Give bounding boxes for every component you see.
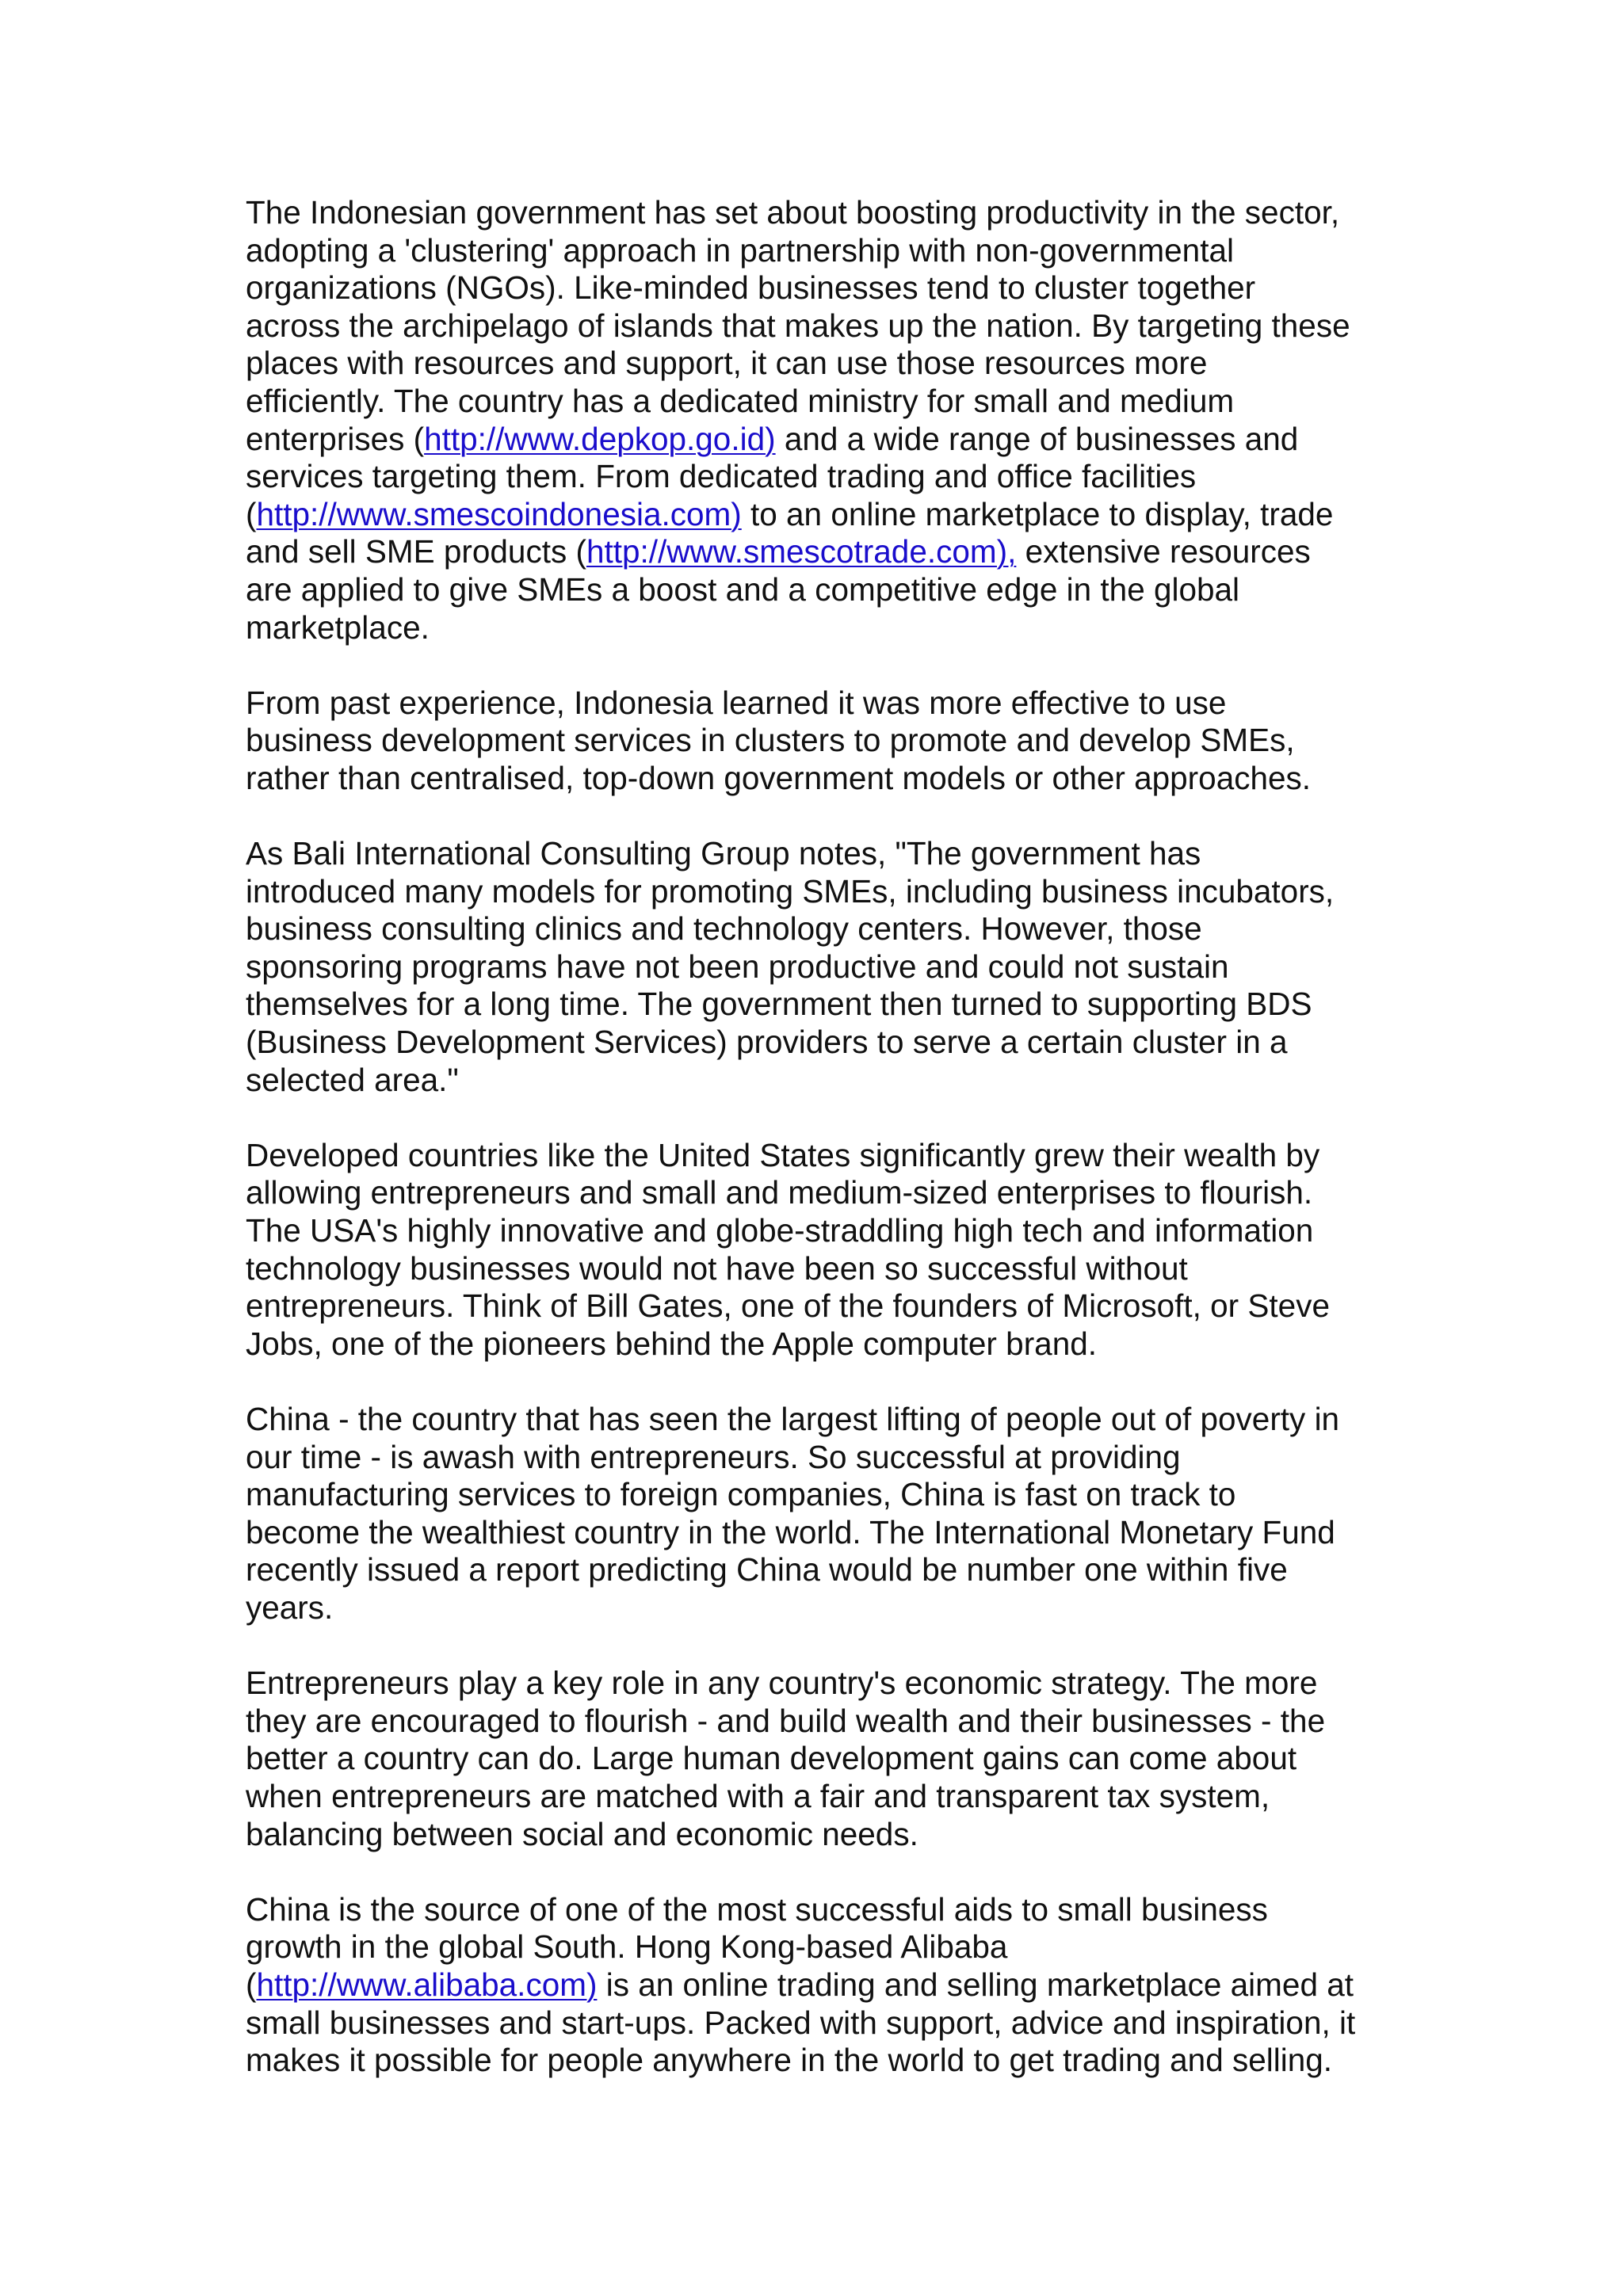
text-line bbox=[246, 571, 1395, 609]
text-segment: Jobs, one of the pioneers behind the Apple computer brand. bbox=[246, 1325, 1098, 1362]
text-segment: they are encouraged to flourish - and build wealth and their businesses - the bbox=[246, 1702, 1326, 1739]
text-segment: across the archipelago of islands that makes up the nation. By targeting these bbox=[246, 307, 1350, 344]
text-segment: to an online marketplace to display, trade bbox=[741, 495, 1334, 532]
text-line bbox=[246, 232, 1395, 270]
text-line bbox=[246, 1740, 1395, 1778]
hyperlink[interactable]: http://www.alibaba.com) bbox=[256, 1966, 598, 2003]
text-segment: better a country can do. Large human development gains can come about bbox=[246, 1740, 1297, 1777]
text-line bbox=[246, 910, 1395, 948]
text-line bbox=[246, 1401, 1395, 1439]
text-segment: selected area." bbox=[246, 1061, 459, 1098]
text-segment: allowing entrepreneurs and small and medium-sized enterprises to flourish. bbox=[246, 1174, 1313, 1211]
text-line bbox=[246, 1024, 1395, 1062]
text-segment: business development services in clusters to promote and develop SMEs, bbox=[246, 722, 1295, 759]
text-segment: sponsoring programs have not been productive and could not sustain bbox=[246, 948, 1229, 985]
text-segment: balancing between social and economic needs. bbox=[246, 1815, 918, 1852]
text-line bbox=[246, 873, 1395, 911]
text-line bbox=[246, 1589, 1395, 1627]
text-segment: The Indonesian government has set about boosting productivity in the sector, bbox=[246, 194, 1340, 231]
text-line bbox=[246, 986, 1395, 1024]
text-line bbox=[246, 1514, 1395, 1552]
text-segment: growth in the global South. Hong Kong-based Alibaba bbox=[246, 1928, 1008, 1966]
text-line bbox=[246, 1928, 1395, 1966]
text-segment: China is the source of one of the most successful aids to small business bbox=[246, 1890, 1268, 1928]
text-segment: is an online trading and selling marketplace aimed at bbox=[597, 1966, 1354, 2003]
text-segment: places with resources and support, it can use those resources more bbox=[246, 345, 1208, 382]
text-line bbox=[246, 948, 1395, 986]
text-line bbox=[246, 1551, 1395, 1589]
text-segment: years. bbox=[246, 1589, 334, 1626]
text-segment: and sell SME products ( bbox=[246, 533, 586, 570]
text-line bbox=[246, 835, 1395, 873]
text-segment: ( bbox=[246, 1966, 257, 2003]
paragraph bbox=[246, 835, 1395, 1099]
text-line bbox=[246, 1703, 1395, 1741]
text-line bbox=[246, 1966, 1395, 2004]
text-segment: small businesses and start-ups. Packed with support, advice and inspiration, it bbox=[246, 2004, 1356, 2041]
paragraph bbox=[246, 1665, 1395, 1853]
text-segment: business consulting clinics and technology centers. However, those bbox=[246, 910, 1202, 948]
text-line bbox=[246, 1778, 1395, 1816]
text-segment: and a wide range of businesses and bbox=[775, 420, 1299, 457]
text-segment: marketplace. bbox=[246, 608, 430, 646]
text-line bbox=[246, 194, 1395, 232]
text-line bbox=[246, 760, 1395, 798]
text-line bbox=[246, 345, 1395, 383]
text-segment: From past experience, Indonesia learned it was more effective to use bbox=[246, 684, 1227, 721]
text-segment: become the wealthiest country in the world. The International Monetary Fund bbox=[246, 1513, 1335, 1550]
text-line bbox=[246, 458, 1395, 496]
text-line bbox=[246, 2042, 1395, 2080]
text-segment: manufacturing services to foreign companies, China is fast on track to bbox=[246, 1476, 1236, 1513]
document-body bbox=[246, 194, 1395, 2117]
text-segment: adopting a 'clustering' approach in partnership with non-governmental bbox=[246, 231, 1234, 269]
text-line bbox=[246, 1816, 1395, 1854]
text-line bbox=[246, 1174, 1395, 1212]
text-segment: extensive resources bbox=[1016, 533, 1311, 570]
text-segment: The USA's highly innovative and globe-straddling high tech and information bbox=[246, 1212, 1314, 1249]
text-line bbox=[246, 269, 1395, 307]
text-line bbox=[246, 722, 1395, 760]
text-line bbox=[246, 533, 1395, 571]
paragraph bbox=[246, 1401, 1395, 1627]
text-line bbox=[246, 2004, 1395, 2042]
text-line bbox=[246, 496, 1395, 534]
text-line bbox=[246, 1439, 1395, 1477]
paragraph bbox=[246, 685, 1395, 798]
paragraph bbox=[246, 194, 1395, 646]
text-segment: rather than centralised, top-down government models or other approaches. bbox=[246, 759, 1312, 796]
text-segment: when entrepreneurs are matched with a fair and transparent tax system, bbox=[246, 1777, 1270, 1814]
text-segment: Entrepreneurs play a key role in any country's economic strategy. The more bbox=[246, 1665, 1318, 1702]
text-segment: makes it possible for people anywhere in the world to get trading and selling. bbox=[246, 2042, 1333, 2079]
text-segment: enterprises ( bbox=[246, 420, 425, 457]
text-segment: technology businesses would not have been so successful without bbox=[246, 1249, 1188, 1287]
text-segment: efficiently. The country has a dedicated ministry for small and medium bbox=[246, 382, 1235, 419]
text-segment: ( bbox=[246, 495, 257, 532]
text-line bbox=[246, 609, 1395, 647]
text-line bbox=[246, 1325, 1395, 1363]
text-segment: themselves for a long time. The government then turned to supporting BDS bbox=[246, 986, 1312, 1023]
text-line bbox=[246, 307, 1395, 345]
hyperlink[interactable]: http://www.smescotrade.com), bbox=[586, 533, 1017, 570]
text-line bbox=[246, 421, 1395, 459]
text-segment: organizations (NGOs). Like-minded businesses tend to cluster together bbox=[246, 269, 1256, 307]
text-segment: China - the country that has seen the largest lifting of people out of poverty in bbox=[246, 1401, 1340, 1437]
text-line bbox=[246, 1062, 1395, 1100]
text-line bbox=[246, 1476, 1395, 1514]
text-segment: recently issued a report predicting China would be number one within five bbox=[246, 1551, 1288, 1589]
text-line bbox=[246, 1287, 1395, 1325]
paragraph bbox=[246, 1137, 1395, 1363]
text-segment: services targeting them. From dedicated trading and office facilities bbox=[246, 458, 1197, 495]
text-line bbox=[246, 1665, 1395, 1703]
text-line bbox=[246, 383, 1395, 421]
text-segment: our time - is awash with entrepreneurs. So successful at providing bbox=[246, 1438, 1181, 1475]
text-segment: As Bali International Consulting Group notes, "The government has bbox=[246, 835, 1201, 872]
text-segment: Developed countries like the United States significantly grew their wealth by bbox=[246, 1136, 1320, 1173]
text-segment: are applied to give SMEs a boost and a competitive edge in the global bbox=[246, 570, 1240, 608]
text-segment: entrepreneurs. Think of Bill Gates, one of the founders of Microsoft, or Steve bbox=[246, 1287, 1330, 1325]
text-line bbox=[246, 1212, 1395, 1250]
paragraph bbox=[246, 1891, 1395, 2080]
text-line bbox=[246, 1891, 1395, 1929]
hyperlink[interactable]: http://www.depkop.go.id) bbox=[424, 420, 776, 457]
hyperlink[interactable]: http://www.smescoindonesia.com) bbox=[256, 495, 742, 532]
text-line bbox=[246, 1137, 1395, 1175]
text-segment: (Business Development Services) providers to serve a certain cluster in a bbox=[246, 1024, 1288, 1061]
text-line bbox=[246, 685, 1395, 723]
text-segment: introduced many models for promoting SMEs, including business incubators, bbox=[246, 872, 1335, 910]
text-line bbox=[246, 1250, 1395, 1288]
